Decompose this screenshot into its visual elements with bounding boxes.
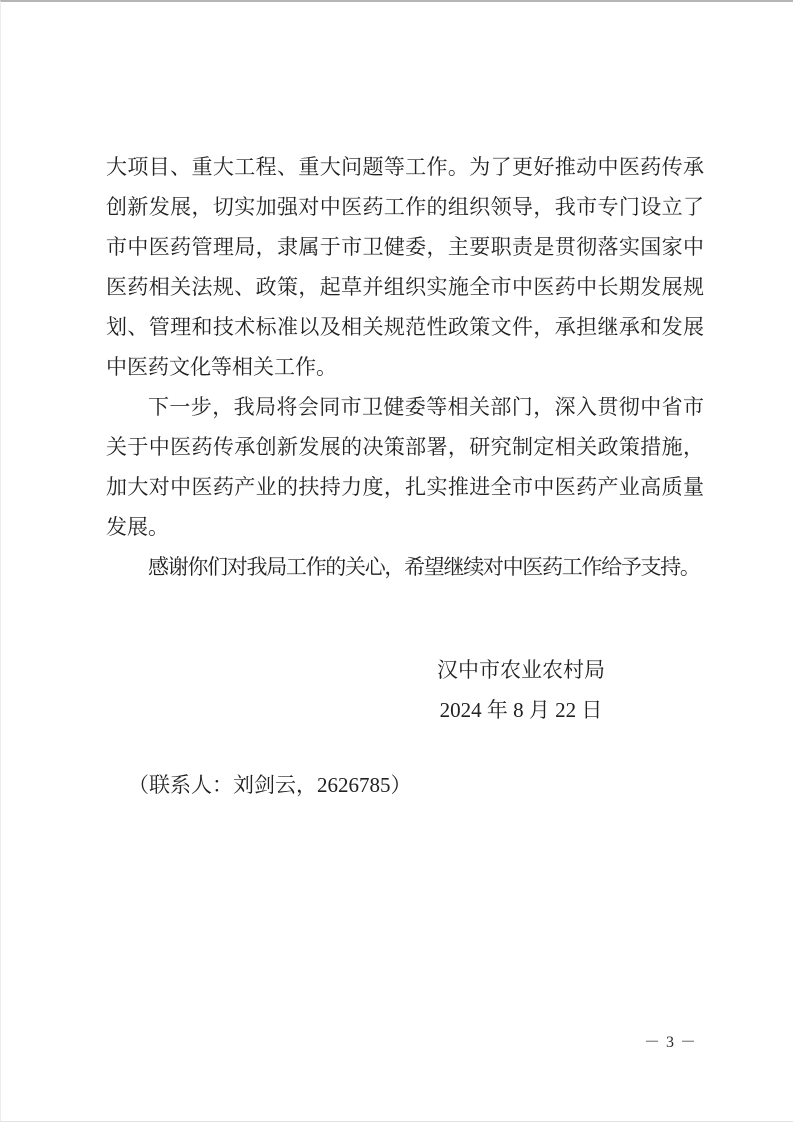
signature-block: [400, 650, 642, 730]
signature-organization: 汉中市农业农村局: [437, 658, 605, 682]
body-paragraph-thanks: 感谢你们对我局工作的关心，希望继续对中医药工作给予支持。: [148, 555, 700, 579]
contact-line: （联系人：刘剑云，2626785）: [128, 773, 412, 797]
body-paragraph-next-steps: 下一步，我局将会同市卫健委等相关部门，深入贯彻中省市关于中医药传承创新发展的决策部署，研究制定相关政策措施，加大对中医药产业的扶持力度，扎实推进全市中医药产业高质量发展。: [106, 395, 704, 539]
signature-date: 2024 年 8 月 22 日: [439, 698, 603, 722]
document-body: [106, 147, 704, 587]
page-number: － 3 －: [643, 1034, 697, 1051]
body-paragraph-continued: 大项目、重大工程、重大问题等工作。为了更好推动中医药传承创新发展，切实加强对中医药工作的组织领导，我市专门设立了市中医药管理局，隶属于市卫健委，主要职责是贯彻落实国家中医药相关法规、政策，起草并组织实施全市中医药中长期发展规划、管理和技术标准以及相关规范性政策文件，承担继承和发展中医药文化等相关工作。: [106, 155, 704, 379]
